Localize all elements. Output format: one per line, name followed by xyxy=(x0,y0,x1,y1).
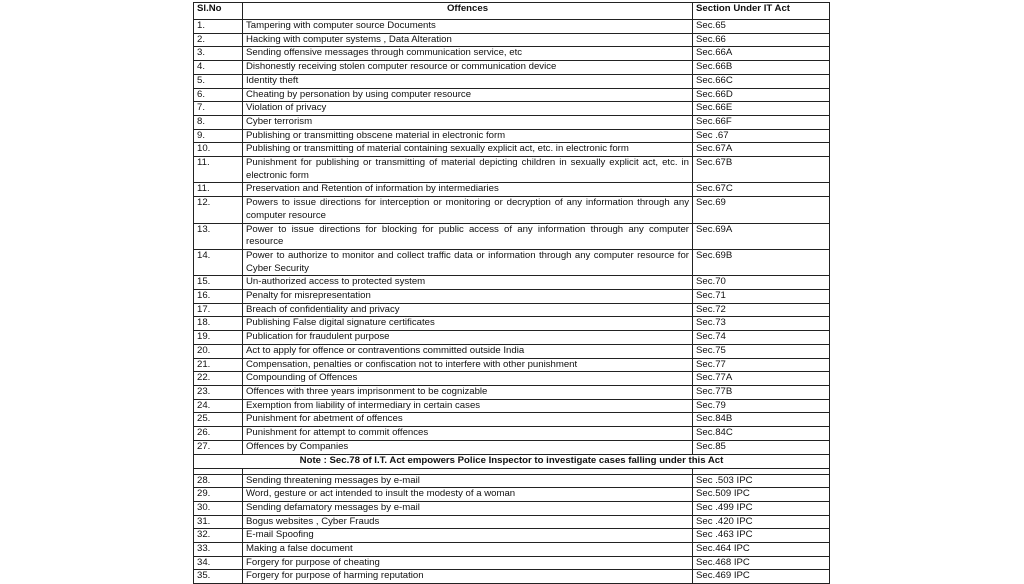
section-cell: Sec.77 xyxy=(693,358,830,372)
offence-cell: Bogus websites , Cyber Frauds xyxy=(243,515,693,529)
table-row xyxy=(194,385,830,399)
table-row xyxy=(194,427,830,441)
section-cell: Sec .420 IPC xyxy=(693,515,830,529)
offence-cell: Offences by Companies xyxy=(243,440,693,454)
header-offences: Offences xyxy=(243,3,693,20)
sl-no-cell: 11. xyxy=(194,183,243,197)
section-cell: Sec.77B xyxy=(693,385,830,399)
offence-cell: Compensation, penalties or confiscation not to interfere with other punishment xyxy=(243,358,693,372)
sl-no-cell: 14. xyxy=(194,249,243,275)
offence-cell: Cyber terrorism xyxy=(243,115,693,129)
offence-cell: Punishment for publishing or transmitting of material depicting children in sexually explicit act, etc. in electronic form xyxy=(243,157,693,183)
offence-cell: Making a false document xyxy=(243,543,693,557)
table-row xyxy=(194,303,830,317)
header-section: Section Under IT Act xyxy=(693,3,830,20)
table-row xyxy=(194,399,830,413)
document-page xyxy=(193,2,829,584)
offence-cell: Publishing False digital signature certificates xyxy=(243,317,693,331)
table-row xyxy=(194,183,830,197)
section-cell: Sec.66C xyxy=(693,74,830,88)
table-row xyxy=(194,249,830,275)
section-cell: Sec .67 xyxy=(693,129,830,143)
table-row xyxy=(194,543,830,557)
sl-no-cell: 18. xyxy=(194,317,243,331)
offence-cell: Forgery for purpose of harming reputation xyxy=(243,570,693,584)
offence-cell: Identity theft xyxy=(243,74,693,88)
sl-no-cell: 25. xyxy=(194,413,243,427)
section-cell: Sec.66 xyxy=(693,33,830,47)
sl-no-cell: 30. xyxy=(194,501,243,515)
offences-table xyxy=(193,2,830,584)
sl-no-cell: 23. xyxy=(194,385,243,399)
section-cell: Sec.468 IPC xyxy=(693,556,830,570)
offence-cell: Cheating by personation by using computer resource xyxy=(243,88,693,102)
table-row xyxy=(194,33,830,47)
header-sl-no: Sl.No xyxy=(194,3,243,20)
offence-cell: E-mail Spoofing xyxy=(243,529,693,543)
sl-no-cell: 12. xyxy=(194,197,243,223)
sl-no-cell: 7. xyxy=(194,102,243,116)
offence-cell: Power to issue directions for blocking for public access of any information through any computer resource xyxy=(243,223,693,249)
section-cell: Sec.75 xyxy=(693,344,830,358)
offence-cell: Powers to issue directions for interception or monitoring or decryption of any information through any computer resource xyxy=(243,197,693,223)
offence-cell: Violation of privacy xyxy=(243,102,693,116)
offence-cell: Hacking with computer systems , Data Alteration xyxy=(243,33,693,47)
sl-no-cell: 6. xyxy=(194,88,243,102)
offence-cell: Compounding of Offences xyxy=(243,372,693,386)
table-row xyxy=(194,197,830,223)
offence-cell: Act to apply for offence or contraventions committed outside India xyxy=(243,344,693,358)
section-cell: Sec.72 xyxy=(693,303,830,317)
offence-cell: Publishing or transmitting obscene material in electronic form xyxy=(243,129,693,143)
table-row xyxy=(194,372,830,386)
table-row xyxy=(194,47,830,61)
offence-cell: Forgery for purpose of cheating xyxy=(243,556,693,570)
sl-no-cell: 2. xyxy=(194,33,243,47)
section-cell: Sec.464 IPC xyxy=(693,543,830,557)
sl-no-cell: 13. xyxy=(194,223,243,249)
sl-no-cell: 33. xyxy=(194,543,243,557)
sl-no-cell: 24. xyxy=(194,399,243,413)
offence-cell: Punishment for abetment of offences xyxy=(243,413,693,427)
sl-no-cell: 9. xyxy=(194,129,243,143)
section-cell: Sec.66A xyxy=(693,47,830,61)
table-row xyxy=(194,276,830,290)
section-cell: Sec.66B xyxy=(693,61,830,75)
section-cell: Sec.84B xyxy=(693,413,830,427)
section-cell: Sec.69A xyxy=(693,223,830,249)
table-row xyxy=(194,515,830,529)
offence-cell: Tampering with computer source Documents xyxy=(243,20,693,34)
section-cell: Sec.67B xyxy=(693,157,830,183)
sl-no-cell: 8. xyxy=(194,115,243,129)
sl-no-cell: 17. xyxy=(194,303,243,317)
table-row xyxy=(194,129,830,143)
table-row xyxy=(194,74,830,88)
section-cell: Sec.73 xyxy=(693,317,830,331)
section-cell: Sec.85 xyxy=(693,440,830,454)
table-row xyxy=(194,143,830,157)
table-row xyxy=(194,440,830,454)
table-row xyxy=(194,102,830,116)
sl-no-cell: 20. xyxy=(194,344,243,358)
table-row xyxy=(194,115,830,129)
note-row xyxy=(194,454,830,468)
offence-cell: Offences with three years imprisonment to be cognizable xyxy=(243,385,693,399)
sl-no-cell: 21. xyxy=(194,358,243,372)
section-cell: Sec.71 xyxy=(693,290,830,304)
sl-no-cell: 10. xyxy=(194,143,243,157)
offence-cell: Sending defamatory messages by e-mail xyxy=(243,501,693,515)
table-row xyxy=(194,331,830,345)
table-row xyxy=(194,570,830,584)
section-cell: Sec .499 IPC xyxy=(693,501,830,515)
it-act-rows xyxy=(194,20,830,455)
section-cell: Sec .503 IPC xyxy=(693,474,830,488)
table-row xyxy=(194,290,830,304)
offence-cell: Sending offensive messages through communication service, etc xyxy=(243,47,693,61)
section-cell: Sec.77A xyxy=(693,372,830,386)
offence-cell: Un-authorized access to protected system xyxy=(243,276,693,290)
section-cell: Sec.79 xyxy=(693,399,830,413)
sl-no-cell: 29. xyxy=(194,488,243,502)
table-row xyxy=(194,344,830,358)
sl-no-cell: 34. xyxy=(194,556,243,570)
sl-no-cell: 22. xyxy=(194,372,243,386)
offence-cell: Exemption from liability of intermediary in certain cases xyxy=(243,399,693,413)
offence-cell: Word, gesture or act intended to insult the modesty of a woman xyxy=(243,488,693,502)
section-cell: Sec.69B xyxy=(693,249,830,275)
ipc-rows xyxy=(194,474,830,584)
section-cell: Sec.66F xyxy=(693,115,830,129)
sl-no-cell: 11. xyxy=(194,157,243,183)
sl-no-cell: 3. xyxy=(194,47,243,61)
offence-cell: Breach of confidentiality and privacy xyxy=(243,303,693,317)
section-cell: Sec.84C xyxy=(693,427,830,441)
offence-cell: Preservation and Retention of information by intermediaries xyxy=(243,183,693,197)
table-row xyxy=(194,358,830,372)
offence-cell: Sending threatening messages by e-mail xyxy=(243,474,693,488)
sl-no-cell: 16. xyxy=(194,290,243,304)
table-row xyxy=(194,20,830,34)
offence-cell: Penalty for misrepresentation xyxy=(243,290,693,304)
section-cell: Sec.67A xyxy=(693,143,830,157)
section-cell: Sec.509 IPC xyxy=(693,488,830,502)
table-row xyxy=(194,529,830,543)
section-cell: Sec.67C xyxy=(693,183,830,197)
section-cell: Sec.65 xyxy=(693,20,830,34)
section-cell: Sec.469 IPC xyxy=(693,570,830,584)
section-cell: Sec.66E xyxy=(693,102,830,116)
section-cell: Sec.74 xyxy=(693,331,830,345)
sl-no-cell: 4. xyxy=(194,61,243,75)
sl-no-cell: 26. xyxy=(194,427,243,441)
sl-no-cell: 28. xyxy=(194,474,243,488)
offence-cell: Publishing or transmitting of material containing sexually explicit act, etc. in electronic form xyxy=(243,143,693,157)
sl-no-cell: 1. xyxy=(194,20,243,34)
sl-no-cell: 35. xyxy=(194,570,243,584)
offence-cell: Power to authorize to monitor and collect traffic data or information through any computer resource for Cyber Security xyxy=(243,249,693,275)
sl-no-cell: 15. xyxy=(194,276,243,290)
table-row xyxy=(194,474,830,488)
sl-no-cell: 31. xyxy=(194,515,243,529)
offence-cell: Publication for fraudulent purpose xyxy=(243,331,693,345)
table-row xyxy=(194,556,830,570)
section-cell: Sec.70 xyxy=(693,276,830,290)
sl-no-cell: 32. xyxy=(194,529,243,543)
table-row xyxy=(194,501,830,515)
table-row xyxy=(194,61,830,75)
section-cell: Sec .463 IPC xyxy=(693,529,830,543)
table-row xyxy=(194,317,830,331)
table-row xyxy=(194,88,830,102)
table-row xyxy=(194,223,830,249)
table-row xyxy=(194,488,830,502)
offence-cell: Dishonestly receiving stolen computer resource or communication device xyxy=(243,61,693,75)
sl-no-cell: 19. xyxy=(194,331,243,345)
table-row xyxy=(194,157,830,183)
section-cell: Sec.69 xyxy=(693,197,830,223)
table-row xyxy=(194,413,830,427)
section-cell: Sec.66D xyxy=(693,88,830,102)
table-header-row xyxy=(194,3,830,20)
note-text: Note : Sec.78 of I.T. Act empowers Police Inspector to investigate cases falling under this Act xyxy=(194,454,830,468)
sl-no-cell: 5. xyxy=(194,74,243,88)
sl-no-cell: 27. xyxy=(194,440,243,454)
offence-cell: Punishment for attempt to commit offences xyxy=(243,427,693,441)
